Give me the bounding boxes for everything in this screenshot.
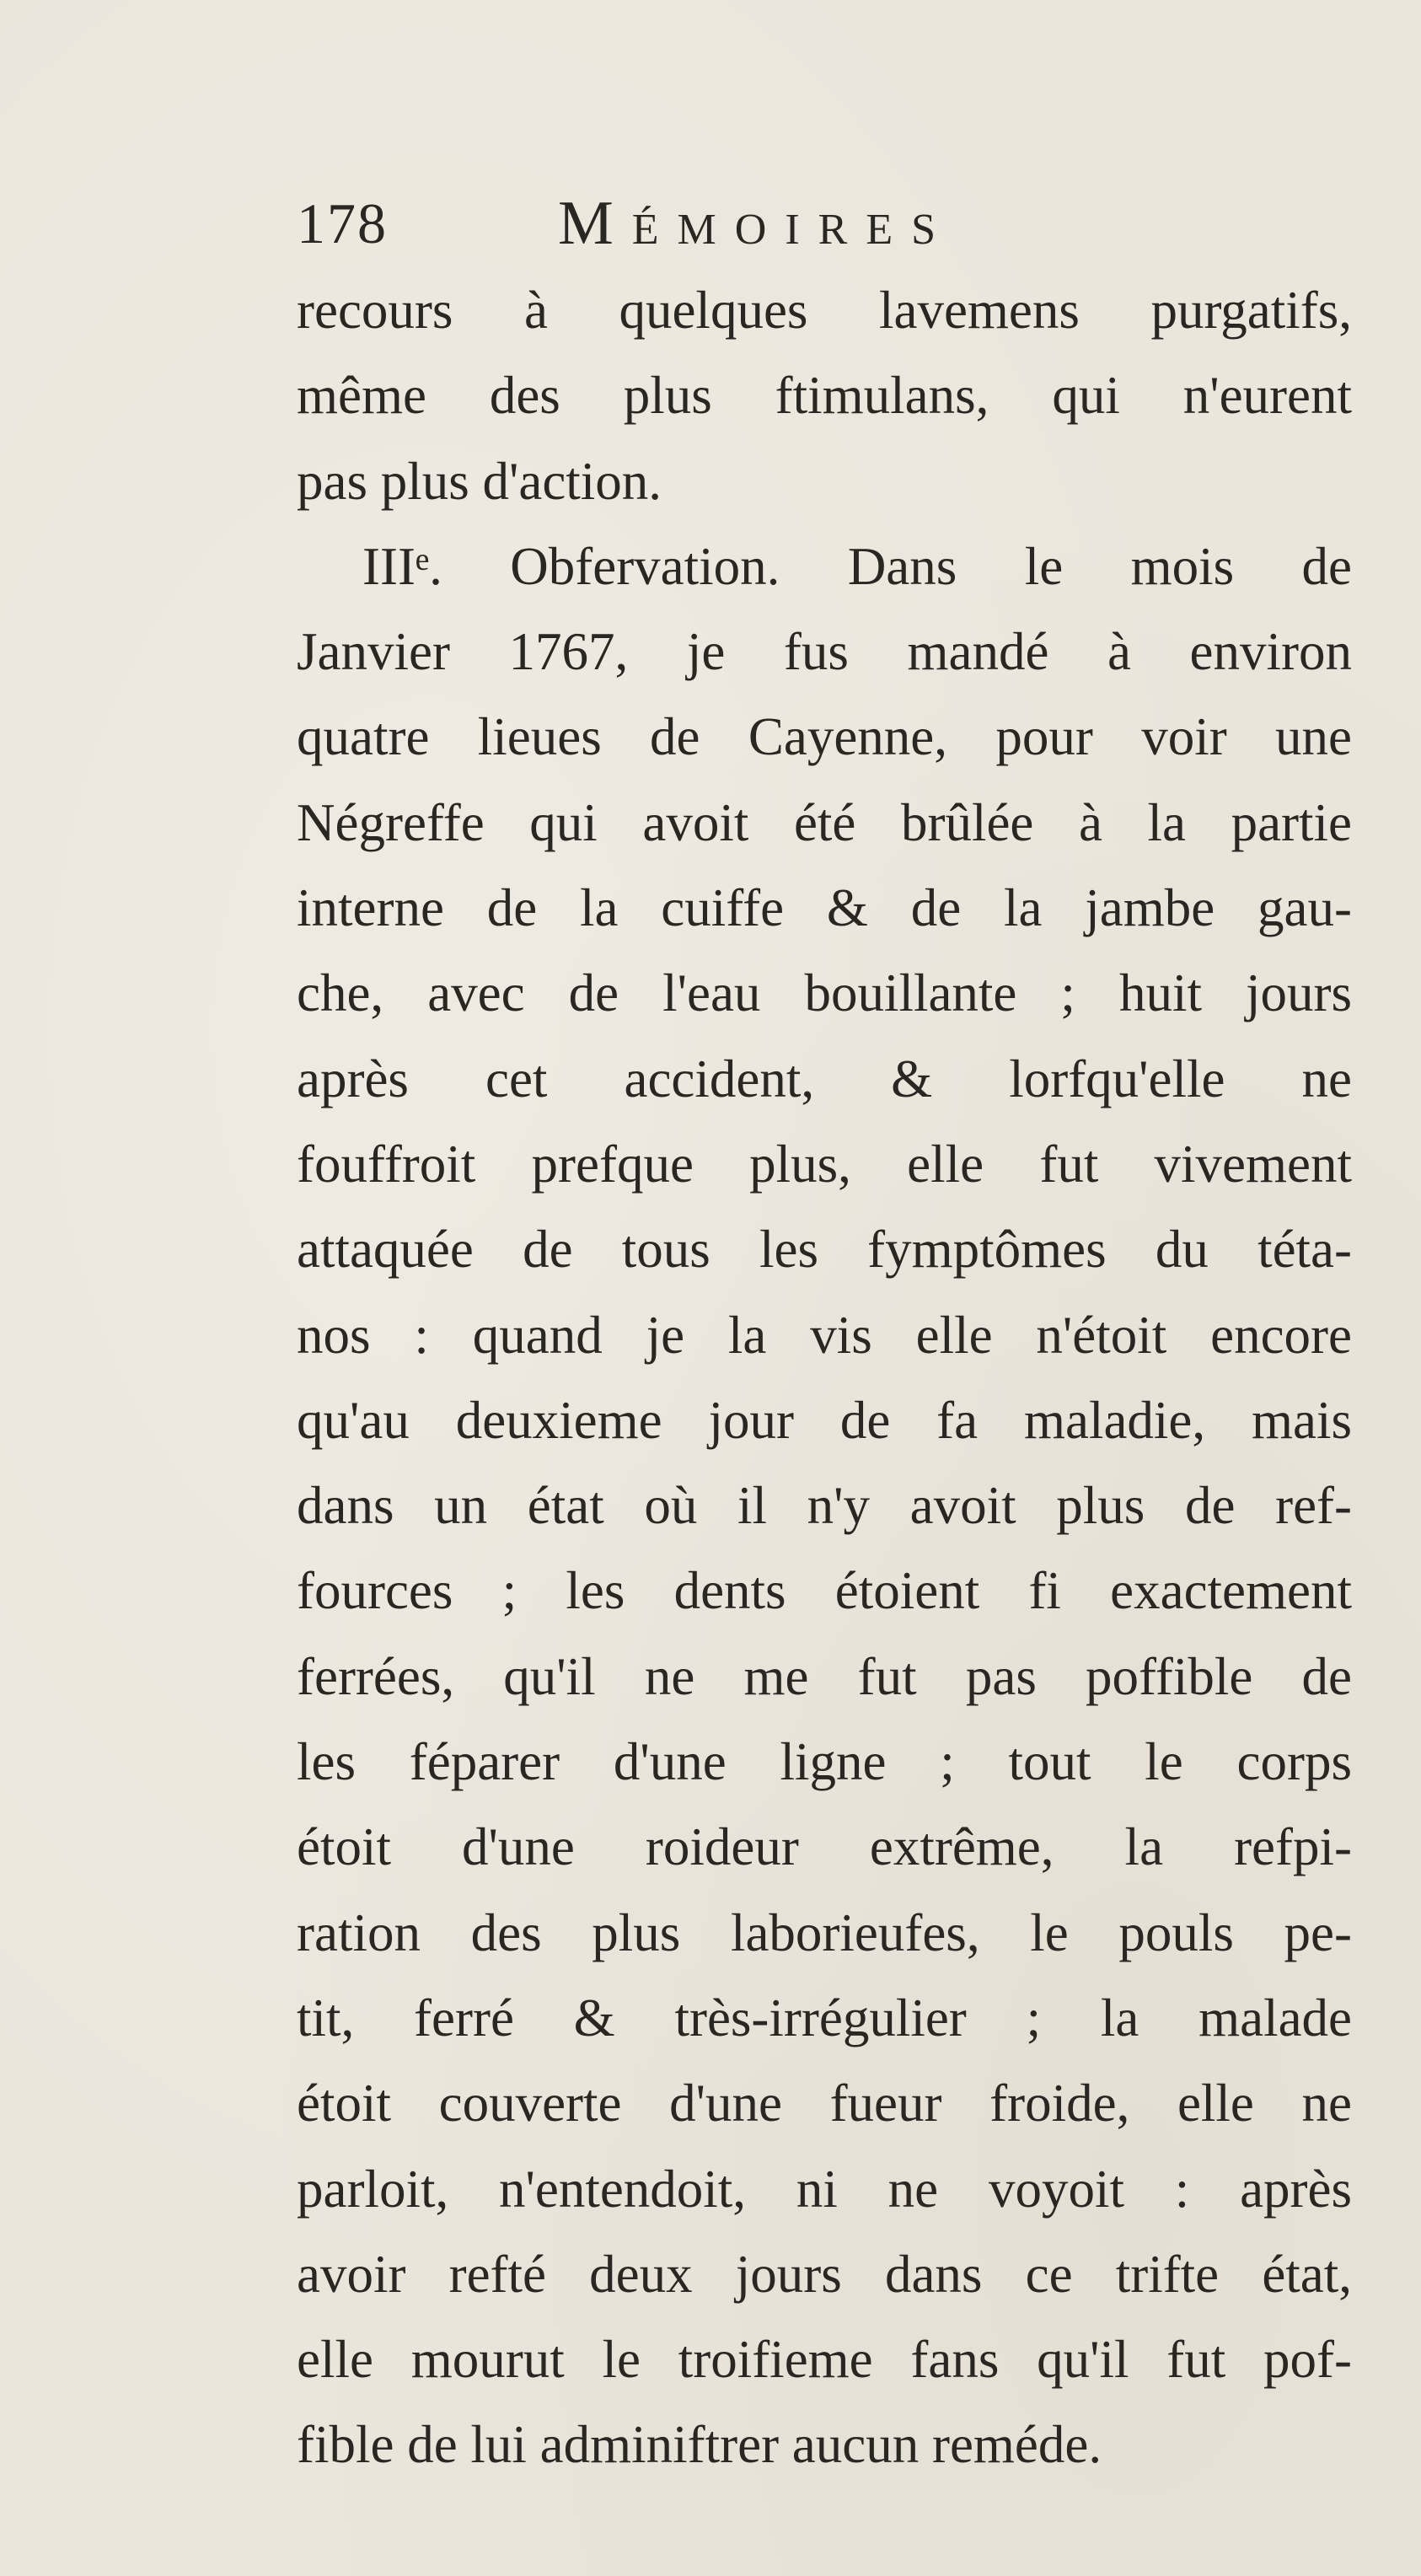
text-line: parloit, n'entendoit, ni ne voyoit : après	[297, 2159, 1352, 2219]
text-line: après cet accident, & lorfqu'elle ne	[297, 1049, 1352, 1108]
text-line: attaquée de tous les fymptômes du téta-	[297, 1220, 1352, 1280]
text-line: qu'au deuxieme jour de fa maladie, mais	[297, 1390, 1352, 1450]
page-number: 178	[297, 191, 388, 255]
text-line: étoit couverte d'une fueur froide, elle ne	[297, 2074, 1352, 2133]
text-line: les féparer d'une ligne ; tout le corps	[297, 1732, 1352, 1792]
text-line: recours à quelques lavemens purgatifs,	[297, 281, 1352, 340]
running-title: Mémoires	[558, 189, 955, 258]
text-line: IIIᵉ. Obfervation. Dans le mois de	[362, 536, 1352, 596]
text-line: nos : quand je la vis elle n'étoit encore	[297, 1305, 1352, 1365]
text-line: fible de lui adminiftrer aucun reméde.	[297, 2415, 1102, 2475]
text-line: étoit d'une roideur extrême, la refpi-	[297, 1817, 1352, 1877]
text-line: ferrées, qu'il ne me fut pas poffible de	[297, 1646, 1352, 1706]
text-line: ration des plus laborieufes, le pouls pe-	[297, 1902, 1352, 1962]
page-header	[297, 185, 1350, 261]
text-line: dans un état où il n'y avoit plus de ref-	[297, 1476, 1352, 1536]
text-line: même des plus ftimulans, qui n'eurent	[297, 366, 1352, 426]
text-line: pas plus d'action.	[297, 451, 662, 511]
text-line: quatre lieues de Cayenne, pour voir une	[297, 707, 1352, 767]
body-text	[297, 268, 1352, 2488]
text-line: Négreffe qui avoit été brûlée à la partie	[297, 792, 1352, 852]
text-line: elle mourut le troifieme fans qu'il fut pof-	[297, 2330, 1352, 2390]
text-line: Janvier 1767, je fus mandé à environ	[297, 622, 1352, 682]
text-line: fources ; les dents étoient fi exactement	[297, 1561, 1352, 1621]
text-line: avoir refté deux jours dans ce trifte état,	[297, 2244, 1352, 2304]
text-line: tit, ferré & très-irrégulier ; la malade	[297, 1988, 1352, 2047]
text-line: interne de la cuiffe & de la jambe gau-	[297, 878, 1352, 938]
text-line: fouffroit prefque plus, elle fut vivement	[297, 1134, 1352, 1194]
text-line: che, avec de l'eau bouillante ; huit jours	[297, 963, 1352, 1023]
